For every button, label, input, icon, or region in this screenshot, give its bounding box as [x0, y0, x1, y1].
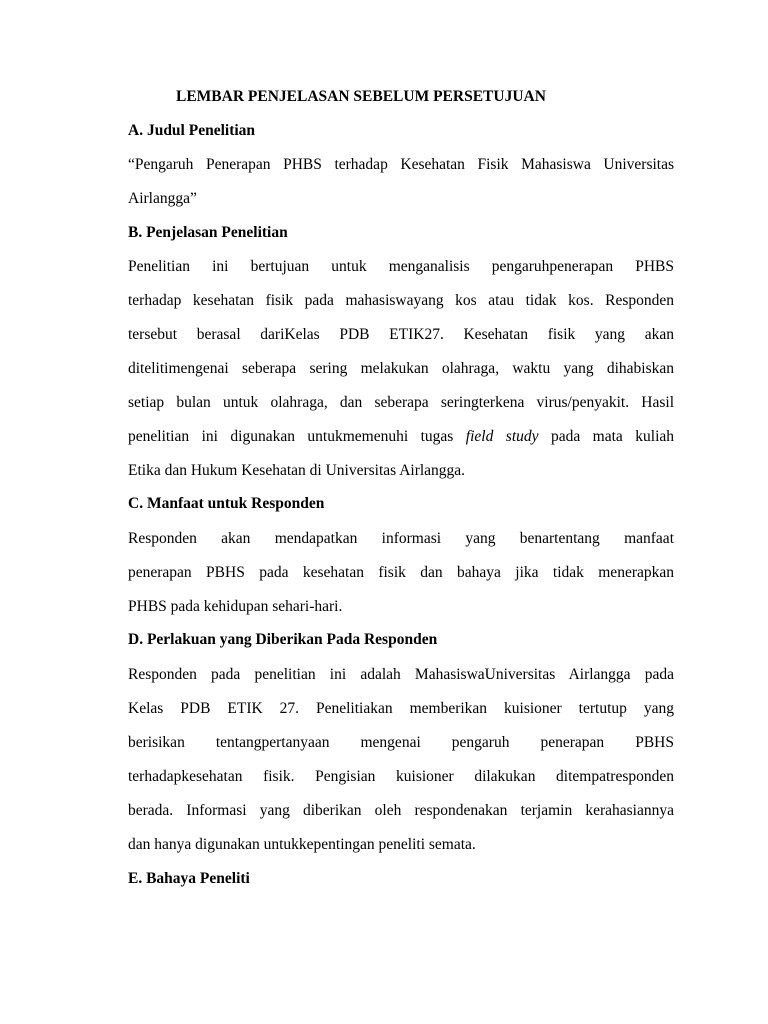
section-d-heading: D. Perlakuan yang Diberikan Pada Responden — [128, 631, 438, 648]
section-a-body — [128, 148, 674, 216]
section-e-heading: E. Bahaya Peneliti — [128, 870, 250, 887]
section-d-line: berada. Informasi yang diberikan oleh respondenakan terjamin kerahasiannya — [128, 802, 674, 819]
line-text: penelitian ini digunakan untukmemenuhi tugas — [128, 428, 466, 445]
italic-term-field-study: field study — [465, 428, 539, 445]
section-b-body — [128, 250, 674, 488]
page-title: LEMBAR PENJELASAN SEBELUM PERSETUJUAN — [176, 88, 546, 105]
section-b-line: ditelitimengenai seberapa sering melakukan olahraga, waktu yang dihabiskan — [128, 360, 674, 377]
section-b-line-with-italic — [128, 420, 674, 454]
section-c-line: Responden akan mendapatkan informasi yang benartentang manfaat — [128, 530, 674, 547]
line-text: pada mata kuliah — [538, 428, 675, 445]
section-d-line: terhadapkesehatan fisik. Pengisian kuisioner dilakukan ditempatresponden — [128, 768, 674, 785]
section-d-line: Kelas PDB ETIK 27. Penelitiakan memberikan kuisioner tertutup yang — [128, 700, 674, 717]
section-b-line: setiap bulan untuk olahraga, dan seberapa seringterkena virus/penyakit. Hasil — [128, 394, 674, 411]
section-b-line: Etika dan Hukum Kesehatan di Universitas Airlangga. — [128, 462, 466, 479]
section-a-line: Airlangga” — [128, 190, 197, 207]
section-b-line: terhadap kesehatan fisik pada mahasiswayang kos atau tidak kos. Responden — [128, 292, 674, 309]
section-d-line: Responden pada penelitian ini adalah MahasiswaUniversitas Airlangga pada — [128, 666, 674, 683]
section-d-line: dan hanya digunakan untukkepentingan peneliti semata. — [128, 836, 476, 853]
section-c-heading: C. Manfaat untuk Responden — [128, 495, 325, 512]
section-c-line: penerapan PBHS pada kesehatan fisik dan bahaya jika tidak menerapkan — [128, 564, 674, 581]
section-d-body — [128, 658, 674, 862]
section-b-line: Penelitian ini bertujuan untuk menganalisis pengaruhpenerapan PHBS — [128, 258, 674, 275]
section-d-line: berisikan tentangpertanyaan mengenai pengaruh penerapan PBHS — [128, 734, 674, 751]
section-b-heading: B. Penjelasan Penelitian — [128, 224, 288, 241]
section-b-line: tersebut berasal dariKelas PDB ETIK27. Kesehatan fisik yang akan — [128, 326, 674, 343]
section-a-line: “Pengaruh Penerapan PHBS terhadap Kesehatan Fisik Mahasiswa Universitas — [128, 156, 674, 173]
section-c-line: PHBS pada kehidupan sehari-hari. — [128, 598, 343, 615]
section-a-heading: A. Judul Penelitian — [128, 122, 256, 139]
section-c-body — [128, 522, 674, 624]
